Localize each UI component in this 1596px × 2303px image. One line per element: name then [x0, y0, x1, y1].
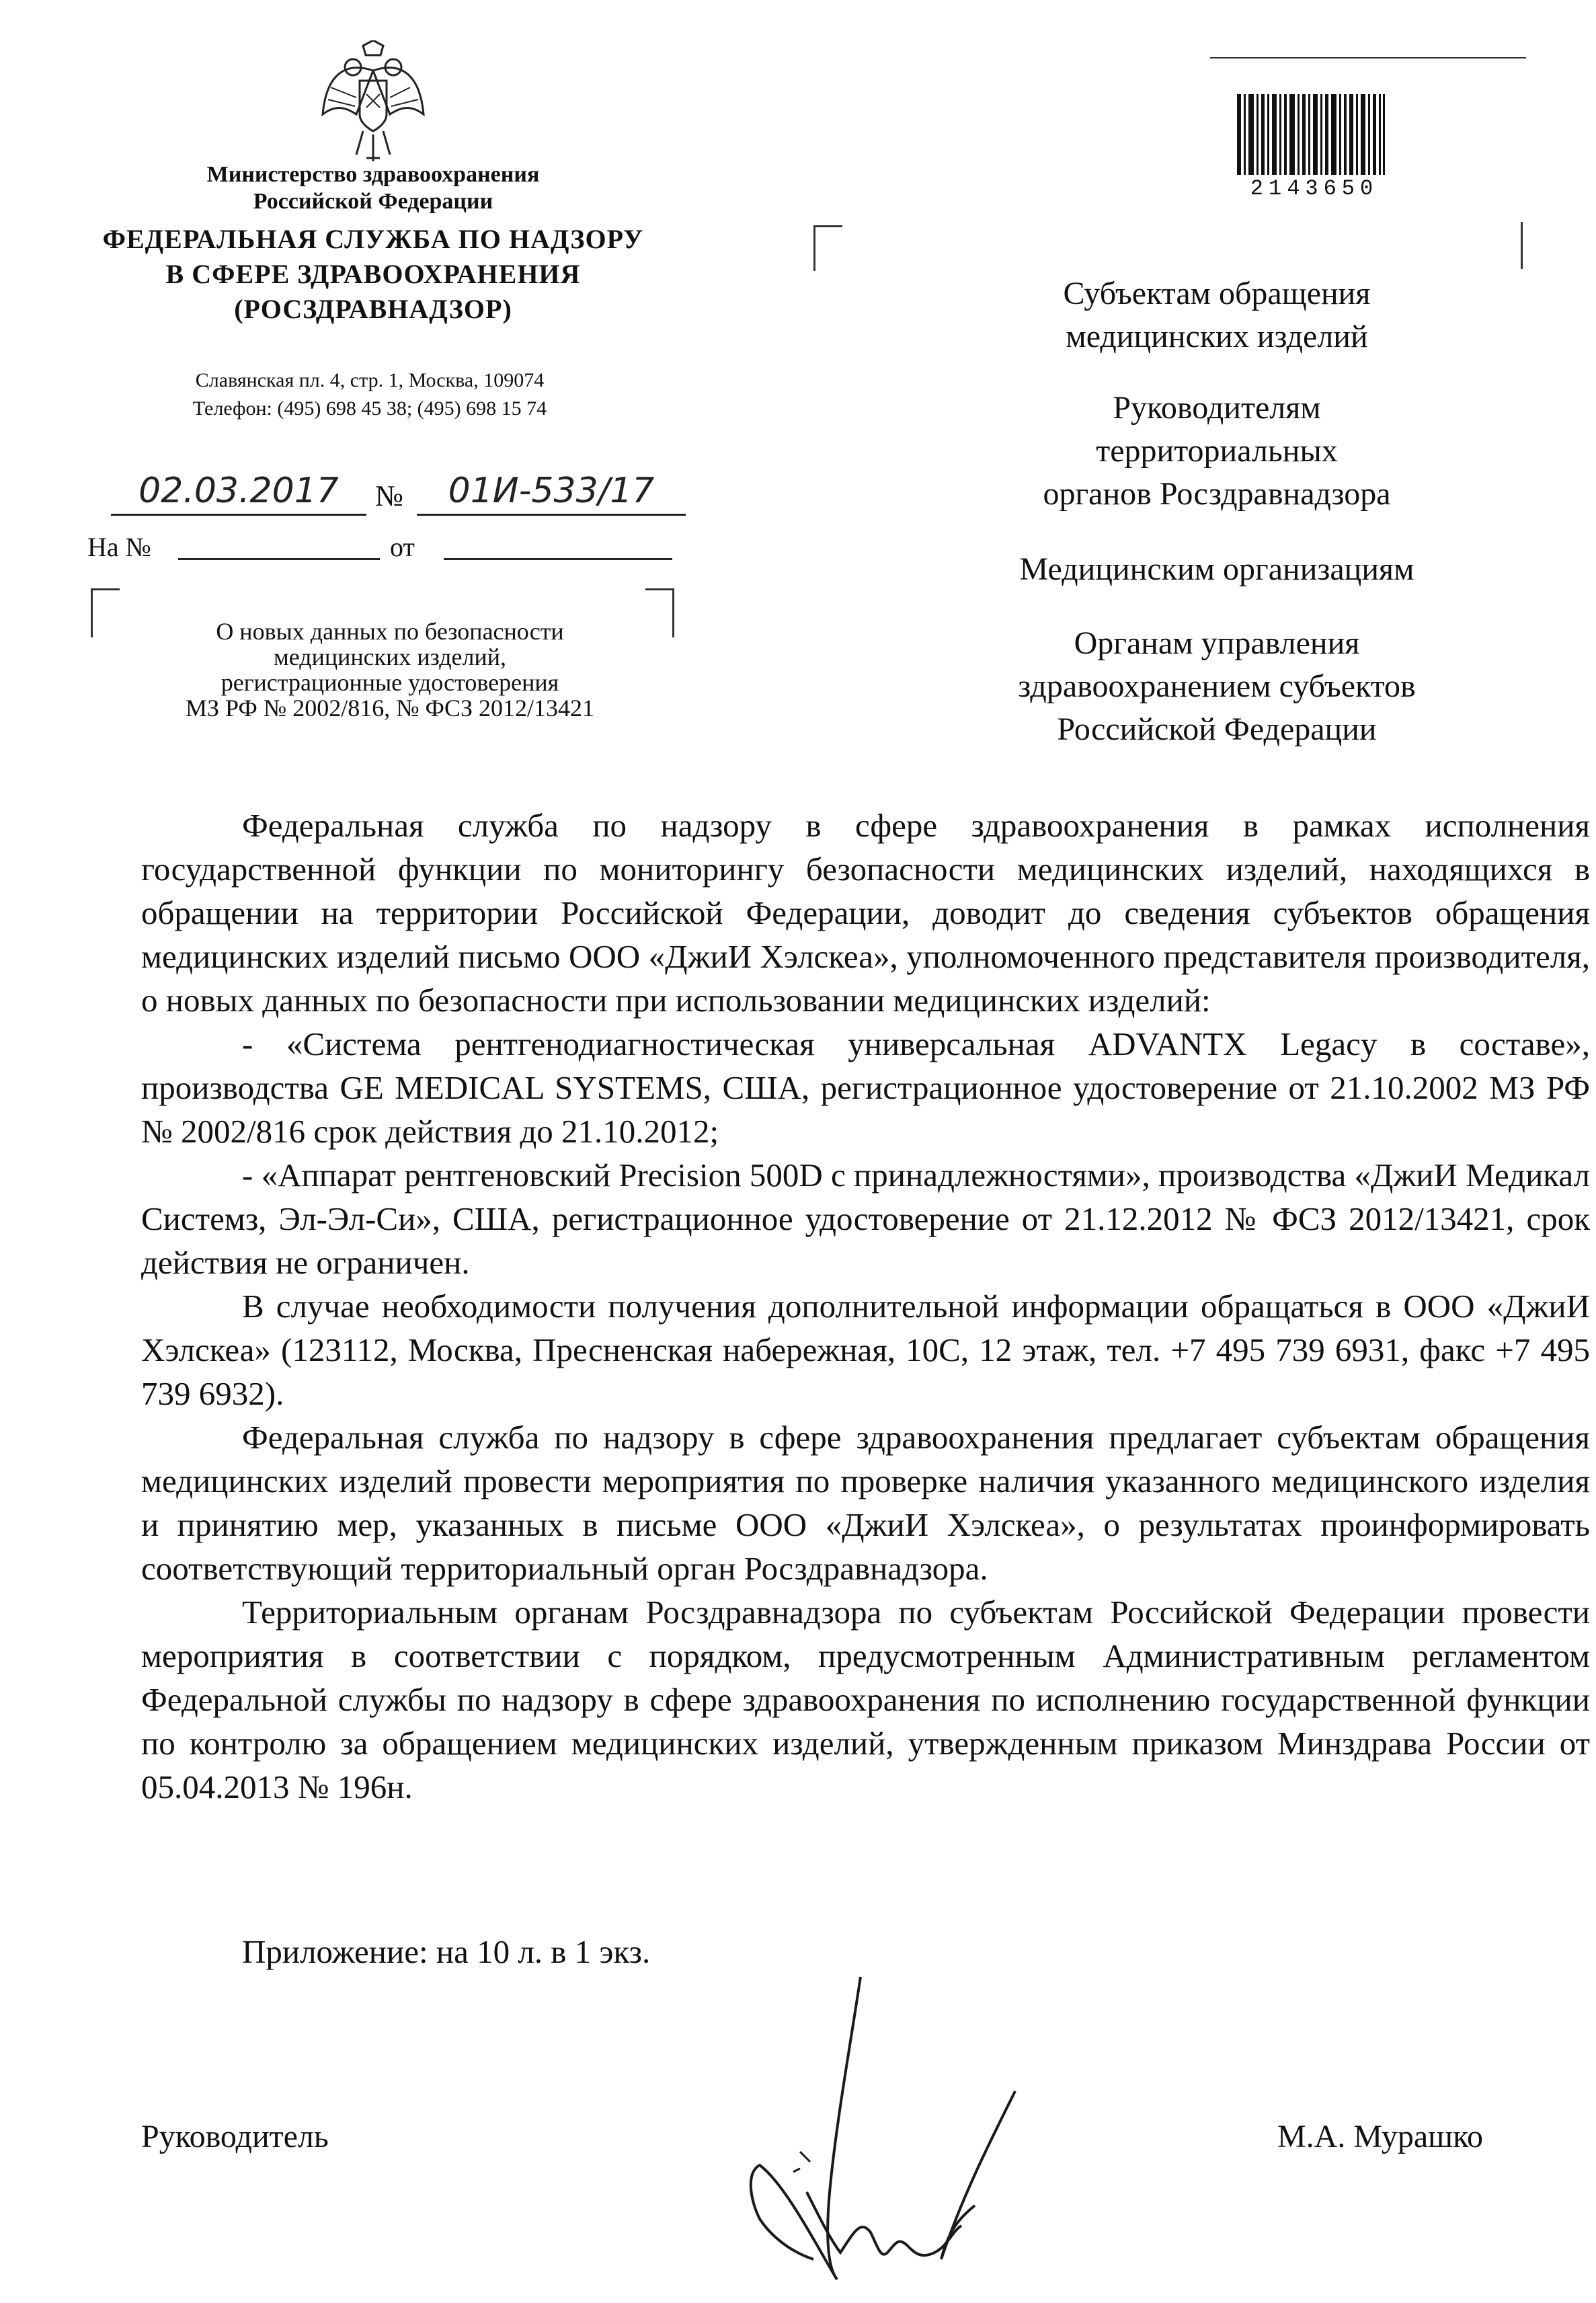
- subject: [114, 619, 666, 721]
- barcode: [1237, 94, 1385, 175]
- registration-date: 02.03.2017: [111, 471, 366, 516]
- subject-line-3: регистрационные удостоверения: [221, 669, 559, 696]
- reply-to-blank: [178, 558, 380, 560]
- number-sign: №: [375, 479, 403, 512]
- address: Славянская пл. 4, стр. 1, Москва, 109074: [195, 369, 545, 391]
- recipient-3: [928, 548, 1506, 591]
- recipient-1-line-2: медицинских изделий: [1066, 319, 1368, 354]
- barcode-number: 2143650: [1250, 176, 1379, 201]
- registration-number: 01И-533/17: [417, 471, 686, 516]
- letter-body: [141, 804, 1590, 1809]
- recipient-4-line-1: Органам управления: [1074, 625, 1360, 661]
- paragraph-intro: Федеральная служба по надзору в сфере здравоохранения в рамках исполнения государственной функции по мониторингу безопасности медицинских изделий, находящихся в обращении на территории Российской Федерации, доводит до сведения субъектов обращения медицинских изделий письмо ООО «ДжиИ Хэлскеа», уполномоченного представителя производителя, о новых данных по безопасности при использовании медицинских изделий:: [141, 807, 1590, 1019]
- recipient-4: [941, 622, 1492, 751]
- subject-line-1: О новых данных по безопасности: [216, 618, 564, 645]
- subject-line-4: МЗ РФ № 2002/816, № ФСЗ 2012/13421: [185, 695, 595, 721]
- phone: Телефон: (495) 698 45 38; (495) 698 15 74: [192, 397, 547, 420]
- from-blank: [444, 558, 672, 560]
- reply-to-label: На №: [87, 532, 151, 562]
- recipient-2-line-3: органов Росздравнадзора: [1043, 476, 1391, 512]
- service-line-1: ФЕДЕРАЛЬНАЯ СЛУЖБА ПО НАДЗОРУ: [102, 224, 644, 254]
- service-line-2: В СФЕРЕ ЗДРАВООХРАНЕНИЯ: [165, 259, 581, 289]
- attachment-note: Приложение: на 10 л. в 1 экз.: [242, 1933, 651, 1970]
- recipient-2-line-2: территориальных: [1096, 433, 1338, 469]
- recipient-2: [982, 387, 1452, 516]
- ministry-line-1: Министерство здравоохранения: [206, 162, 540, 187]
- list-item-1: - «Система рентгенодиагностическая универсальная ADVANTX Legacy в составе», производства GE MEDICAL SYSTEMS, США, регистрационное удостоверение от 21.10.2002 МЗ РФ № 2002/816 срок действия до 21.10.2012;: [141, 1025, 1590, 1150]
- recipient-4-line-3: Российской Федерации: [1057, 711, 1377, 747]
- coat-of-arms-icon: [316, 40, 430, 165]
- ministry-name: [161, 161, 585, 215]
- top-rule: [1210, 57, 1526, 58]
- recipient-1-line-1: Субъектам обращения: [1063, 276, 1371, 311]
- signatory-position: Руководитель: [141, 2119, 329, 2154]
- handwritten-signature: [692, 1963, 1029, 2300]
- subject-line-2: медицинских изделий,: [273, 643, 507, 670]
- list-item-2: - «Аппарат рентгеновский Precision 500D с принадлежностями», производства «ДжиИ Медикал Системз, Эл-Эл-Си», США, регистрационное удостоверение от 21.12.2012 № ФСЗ 2012/13421, срок действия не ограничен.: [141, 1157, 1590, 1281]
- paragraph-territorial: Территориальным органам Росздравнадзора по субъектам Российской Федерации провести мероприятия в соответствии с порядком, предусмотренным Административным регламентом Федеральной службы по надзору в сфере здравоохранения по исполнению государственной функции по контролю за обращением медицинских изделий, утвержденным приказом Минздрава России от 05.04.2013 № 196н.: [141, 1594, 1590, 1805]
- from-label: от: [390, 532, 415, 562]
- service-line-3: (РОСЗДРАВНАДЗОР): [234, 294, 512, 324]
- signatory-name: М.А. Мурашко: [1277, 2119, 1483, 2154]
- contact-block: [134, 366, 605, 423]
- ministry-line-2: Российской Федерации: [253, 189, 493, 214]
- paragraph-contact: В случае необходимости получения дополнительной информации обращаться в ООО «ДжиИ Хэлскеа» (123112, Москва, Пресненская набережная, 10С, 12 этаж, тел. +7 495 739 6931, факс +7 495 739 6932).: [141, 1288, 1590, 1412]
- recipient-1: [982, 272, 1452, 358]
- recipient-3-line-1: Медицинским организациям: [1019, 551, 1414, 587]
- service-name: [74, 222, 672, 327]
- paragraph-proposal: Федеральная служба по надзору в сфере здравоохранения предлагает субъектам обращения медицинских изделий провести мероприятия по проверке наличия указанного медицинского изделия и принятию мер, указанных в письме ООО «ДжиИ Хэлскеа», о результатах проинформировать соответствующий территориальный орган Росздравнадзора.: [141, 1419, 1590, 1587]
- recipient-2-line-1: Руководителям: [1113, 390, 1321, 426]
- recipients-bracket-right: [1521, 222, 1523, 269]
- recipients-bracket-left: [813, 225, 842, 271]
- recipient-4-line-2: здравоохранением субъектов: [1018, 668, 1416, 704]
